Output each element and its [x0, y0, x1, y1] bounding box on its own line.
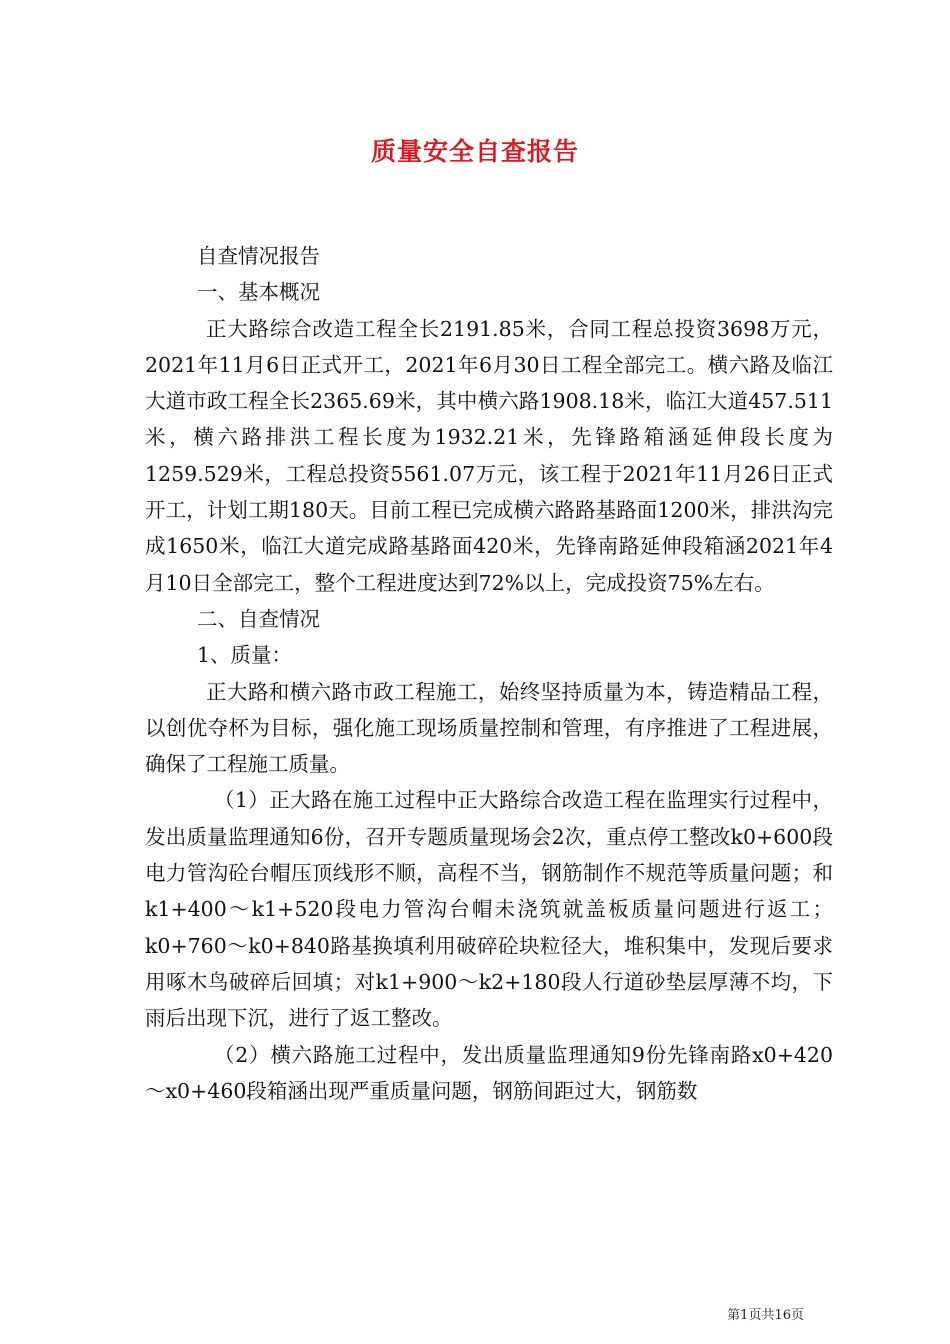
paragraph-basic-overview: 正大路综合改造工程全长2191.85米，合同工程总投资3698万元，2021年11月6日正式开工，2021年6月30日工程全部完工。横六路及临江大道市政工程全长2365.69米，其中横六路1908.18米，临江大道457.511米，横六路排洪工程长度为1932.21米，先锋路箱涵延伸段长度为1259.529米，工程总投资5561.07万元，该工程于2021年11月26日正式开工，计划工期180天。目前工程已完成横六路路基路面1200米，排洪沟完成1650米，临江大道完成路基路面420米，先锋南路延伸段箱涵2021年4月10日全部完工，整个工程进度达到72%以上，完成投资75%左右。 [145, 316, 833, 595]
section-heading-basic-overview: 一、基本概况 [197, 280, 320, 305]
paragraph-item-1: （1）正大路在施工过程中正大路综合改造工程在监理实行过程中，发出质量监理通知6份，召开专题质量现场会2次，重点停工整改k0+600段电力管沟砼台帽压顶线形不顺，高程不当，钢筋制作不规范等质量问题；和k1+400～k1+520段电力管沟台帽未浇筑就盖板质量问题进行返工；k0+760～k0+840路基换填利用破碎砼块粒径大，堆积集中，发现后要求用啄木鸟破碎后回填；对k1+900～k2+180段人行道砂垫层厚薄不均，下雨后出现下沉，进行了返工整改。 [145, 788, 833, 1031]
section-heading-self-inspection: 二、自查情况 [197, 606, 320, 631]
page-number: 第1页共16页 [727, 1308, 804, 1323]
paragraph-item-2: （2）横六路施工过程中，发出质量监理通知9份先锋南路x0+420～x0+460段箱涵出现严重质量问题，钢筋间距过大，钢筋数 [145, 1042, 833, 1103]
paragraph-subtitle: 自查情况报告 [197, 244, 320, 268]
document-title: 质量安全自查报告 [370, 137, 579, 166]
subsection-heading-quality: 1、质量： [197, 643, 293, 668]
document-body [145, 238, 833, 1109]
paragraph-quality-intro: 正大路和横六路市政工程施工，始终坚持质量为本，铸造精品工程，以创优夺杯为目标，强化施工现场质量控制和管理，有序推进了工程进展，确保了工程施工质量。 [145, 679, 833, 777]
